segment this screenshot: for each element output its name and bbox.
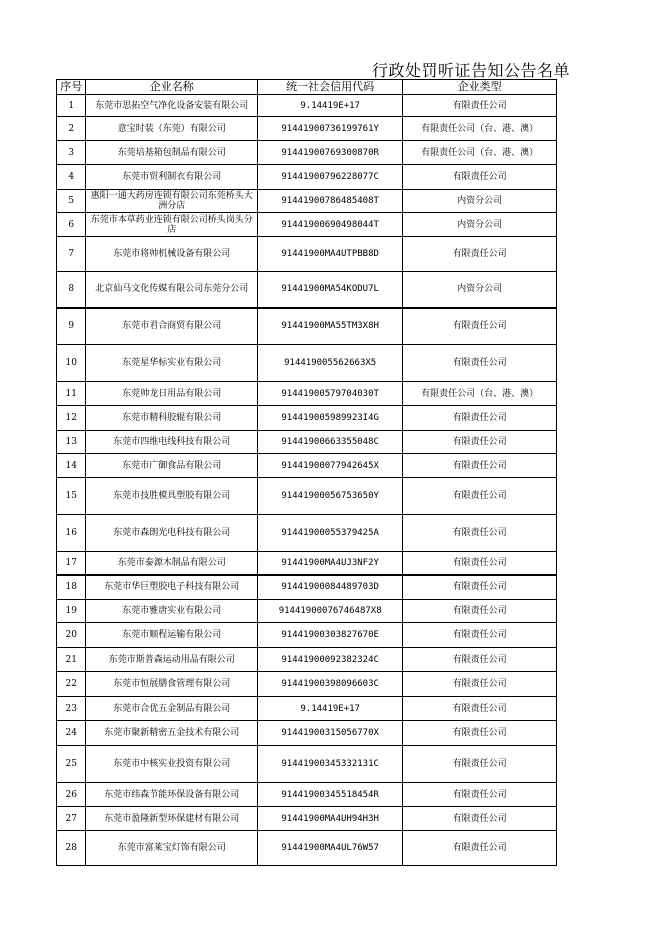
cell-company-type: 有限责任公司 <box>403 308 557 345</box>
cell-no: 28 <box>57 831 86 866</box>
page-title: 行政处罚听证告知公告名单 <box>372 61 571 80</box>
cell-no: 11 <box>57 382 86 406</box>
cell-no: 2 <box>57 117 86 141</box>
cell-credit-code: 91441900077942645X <box>258 454 403 478</box>
cell-credit-code: 91441900MA4UH94H3H <box>258 807 403 831</box>
cell-credit-code: 91441900345332131C <box>258 746 403 783</box>
cell-no: 8 <box>57 272 86 308</box>
cell-company-name: 东莞市思拓空气净化设备安装有限公司 <box>86 95 258 117</box>
cell-company-type: 有限责任公司 <box>403 345 557 382</box>
cell-company-name: 东莞市顺程运输有限公司 <box>86 623 258 648</box>
table-row <box>57 478 557 515</box>
cell-credit-code: 91441900663355048C <box>258 431 403 454</box>
table-row <box>57 431 557 454</box>
cell-company-name: 东莞市广御食品有限公司 <box>86 454 258 478</box>
table-row <box>57 515 557 552</box>
cell-company-name: 东莞市聚新精密五金技术有限公司 <box>86 721 258 746</box>
cell-company-type: 有限责任公司 <box>403 454 557 478</box>
cell-credit-code: 91441900796228077C <box>258 165 403 190</box>
cell-company-type: 有限责任公司（台、港、澳） <box>403 382 557 406</box>
cell-company-name: 东莞市泰源木制品有限公司 <box>86 552 258 575</box>
cell-no: 9 <box>57 308 86 345</box>
table-row <box>57 831 557 866</box>
cell-company-name: 东莞市纬森节能环保设备有限公司 <box>86 783 258 807</box>
cell-company-name: 意宝时装（东莞）有限公司 <box>86 117 258 141</box>
table-row <box>57 406 557 431</box>
cell-company-type: 有限责任公司 <box>403 672 557 697</box>
cell-no: 18 <box>57 575 86 600</box>
cell-no: 17 <box>57 552 86 575</box>
cell-credit-code: 9.14419E+17 <box>258 95 403 117</box>
cell-company-type: 有限责任公司 <box>403 406 557 431</box>
cell-company-type: 有限责任公司 <box>403 697 557 721</box>
cell-credit-code: 91441900315056770X <box>258 721 403 746</box>
cell-company-type: 有限责任公司 <box>403 95 557 117</box>
cell-company-type: 有限责任公司 <box>403 237 557 272</box>
cell-no: 13 <box>57 431 86 454</box>
cell-company-type: 有限责任公司 <box>403 515 557 552</box>
table-row <box>57 575 557 600</box>
cell-company-name: 东莞帅龙日用品有限公司 <box>86 382 258 406</box>
table-row <box>57 746 557 783</box>
cell-company-type: 有限责任公司 <box>403 575 557 600</box>
cell-company-name: 东莞市贸利制衣有限公司 <box>86 165 258 190</box>
cell-company-name: 东莞市富莱宝灯饰有限公司 <box>86 831 258 866</box>
cell-credit-code: 91441900786485408T <box>258 190 403 213</box>
header-credit-code: 统一社会信用代码 <box>258 80 403 95</box>
cell-no: 26 <box>57 783 86 807</box>
cell-credit-code: 914419005989923I4G <box>258 406 403 431</box>
table-row <box>57 382 557 406</box>
cell-no: 24 <box>57 721 86 746</box>
cell-company-name: 东莞市森朗光电科技有限公司 <box>86 515 258 552</box>
cell-company-type: 有限责任公司 <box>403 552 557 575</box>
cell-company-name: 东莞市斯普森运动用品有限公司 <box>86 648 258 672</box>
cell-no: 22 <box>57 672 86 697</box>
cell-company-name: 东莞市华巨塑胶电子科技有限公司 <box>86 575 258 600</box>
cell-credit-code: 91441900MA4UL76W57 <box>258 831 403 866</box>
table-row <box>57 165 557 190</box>
table-row <box>57 308 557 345</box>
cell-company-type: 有限责任公司 <box>403 721 557 746</box>
table-row <box>57 623 557 648</box>
cell-company-type: 内资分公司 <box>403 272 557 308</box>
table-row <box>57 697 557 721</box>
cell-no: 20 <box>57 623 86 648</box>
cell-credit-code: 91441900076746487X8 <box>258 600 403 623</box>
table-row <box>57 648 557 672</box>
cell-company-name: 东莞市盈隆新型环保建材有限公司 <box>86 807 258 831</box>
cell-company-type: 有限责任公司 <box>403 431 557 454</box>
cell-company-name: 东莞培基箱包制品有限公司 <box>86 141 258 165</box>
cell-company-name: 东莞星华标实业有限公司 <box>86 345 258 382</box>
cell-company-name: 东莞市恒展膳食管理有限公司 <box>86 672 258 697</box>
cell-no: 14 <box>57 454 86 478</box>
cell-company-type: 有限责任公司 <box>403 807 557 831</box>
table-row <box>57 190 557 213</box>
table-body <box>57 95 557 866</box>
header-company-type: 企业类型 <box>403 80 557 95</box>
cell-company-type: 有限责任公司 <box>403 746 557 783</box>
cell-credit-code: 91441900084489703D <box>258 575 403 600</box>
cell-credit-code: 91441900579704030T <box>258 382 403 406</box>
cell-company-name: 东莞市将帅机械设备有限公司 <box>86 237 258 272</box>
header-no: 序号 <box>57 80 86 95</box>
cell-no: 19 <box>57 600 86 623</box>
table-row <box>57 600 557 623</box>
cell-credit-code: 91441900303827670E <box>258 623 403 648</box>
table-row <box>57 117 557 141</box>
cell-no: 3 <box>57 141 86 165</box>
table-row <box>57 141 557 165</box>
table-row <box>57 454 557 478</box>
cell-credit-code: 91441900736199761Y <box>258 117 403 141</box>
table-row <box>57 552 557 575</box>
cell-credit-code: 91441900092382324C <box>258 648 403 672</box>
cell-company-name: 东莞市技胜模具塑胶有限公司 <box>86 478 258 515</box>
cell-credit-code: 91441900MA4UJ3NF2Y <box>258 552 403 575</box>
cell-company-name: 东莞市精科胶辊有限公司 <box>86 406 258 431</box>
cell-no: 16 <box>57 515 86 552</box>
cell-company-name: 东莞市雅唐实业有限公司 <box>86 600 258 623</box>
table-row <box>57 672 557 697</box>
cell-no: 4 <box>57 165 86 190</box>
cell-company-type: 内资分公司 <box>403 213 557 237</box>
cell-company-name: 东莞市中核实业投资有限公司 <box>86 746 258 783</box>
header-company-name: 企业名称 <box>86 80 258 95</box>
table-row <box>57 272 557 308</box>
cell-company-type: 有限责任公司 <box>403 831 557 866</box>
cell-no: 6 <box>57 213 86 237</box>
cell-company-name: 北京仙马文化传媒有限公司东莞分公司 <box>86 272 258 308</box>
cell-credit-code: 91441900056753650Y <box>258 478 403 515</box>
cell-company-type: 有限责任公司（台、港、澳） <box>403 141 557 165</box>
cell-company-type: 有限责任公司 <box>403 165 557 190</box>
cell-no: 25 <box>57 746 86 783</box>
table-row <box>57 783 557 807</box>
cell-credit-code: 91441900769300870R <box>258 141 403 165</box>
cell-credit-code: 91441900398096603C <box>258 672 403 697</box>
cell-credit-code: 91441900MA4UTPBB8D <box>258 237 403 272</box>
table-row <box>57 345 557 382</box>
table-row <box>57 721 557 746</box>
cell-no: 23 <box>57 697 86 721</box>
cell-no: 1 <box>57 95 86 117</box>
cell-no: 15 <box>57 478 86 515</box>
cell-credit-code: 91441900345518454R <box>258 783 403 807</box>
cell-company-type: 有限责任公司 <box>403 600 557 623</box>
cell-no: 7 <box>57 237 86 272</box>
cell-company-type: 有限责任公司 <box>403 648 557 672</box>
cell-company-name: 惠阳一通大药房连锁有限公司东莞桥头大洲分店 <box>86 190 258 213</box>
table-row <box>57 237 557 272</box>
cell-company-name: 东莞市本草药业连锁有限公司桥头岗头分店 <box>86 213 258 237</box>
cell-no: 21 <box>57 648 86 672</box>
table-row <box>57 95 557 117</box>
cell-no: 27 <box>57 807 86 831</box>
cell-company-name: 东莞市君合商贸有限公司 <box>86 308 258 345</box>
cell-credit-code: 91441900055379425A <box>258 515 403 552</box>
cell-company-name: 东莞市合优五金制品有限公司 <box>86 697 258 721</box>
cell-credit-code: 9.14419E+17 <box>258 697 403 721</box>
cell-credit-code: 91441900MA54KODU7L <box>258 272 403 308</box>
cell-company-type: 有限责任公司 <box>403 623 557 648</box>
cell-company-type: 有限责任公司 <box>403 478 557 515</box>
penalty-notice-table <box>56 79 557 866</box>
table-row <box>57 807 557 831</box>
cell-company-type: 有限责任公司 <box>403 783 557 807</box>
cell-company-type: 有限责任公司（台、港、澳） <box>403 117 557 141</box>
cell-company-type: 内资分公司 <box>403 190 557 213</box>
table-row <box>57 213 557 237</box>
cell-credit-code: 91441900690498044T <box>258 213 403 237</box>
header-row <box>57 80 557 95</box>
cell-company-name: 东莞市四维电线科技有限公司 <box>86 431 258 454</box>
cell-credit-code: 914419005562663X5 <box>258 345 403 382</box>
cell-no: 12 <box>57 406 86 431</box>
cell-credit-code: 91441900MA55TM3X8H <box>258 308 403 345</box>
cell-no: 10 <box>57 345 86 382</box>
cell-no: 5 <box>57 190 86 213</box>
